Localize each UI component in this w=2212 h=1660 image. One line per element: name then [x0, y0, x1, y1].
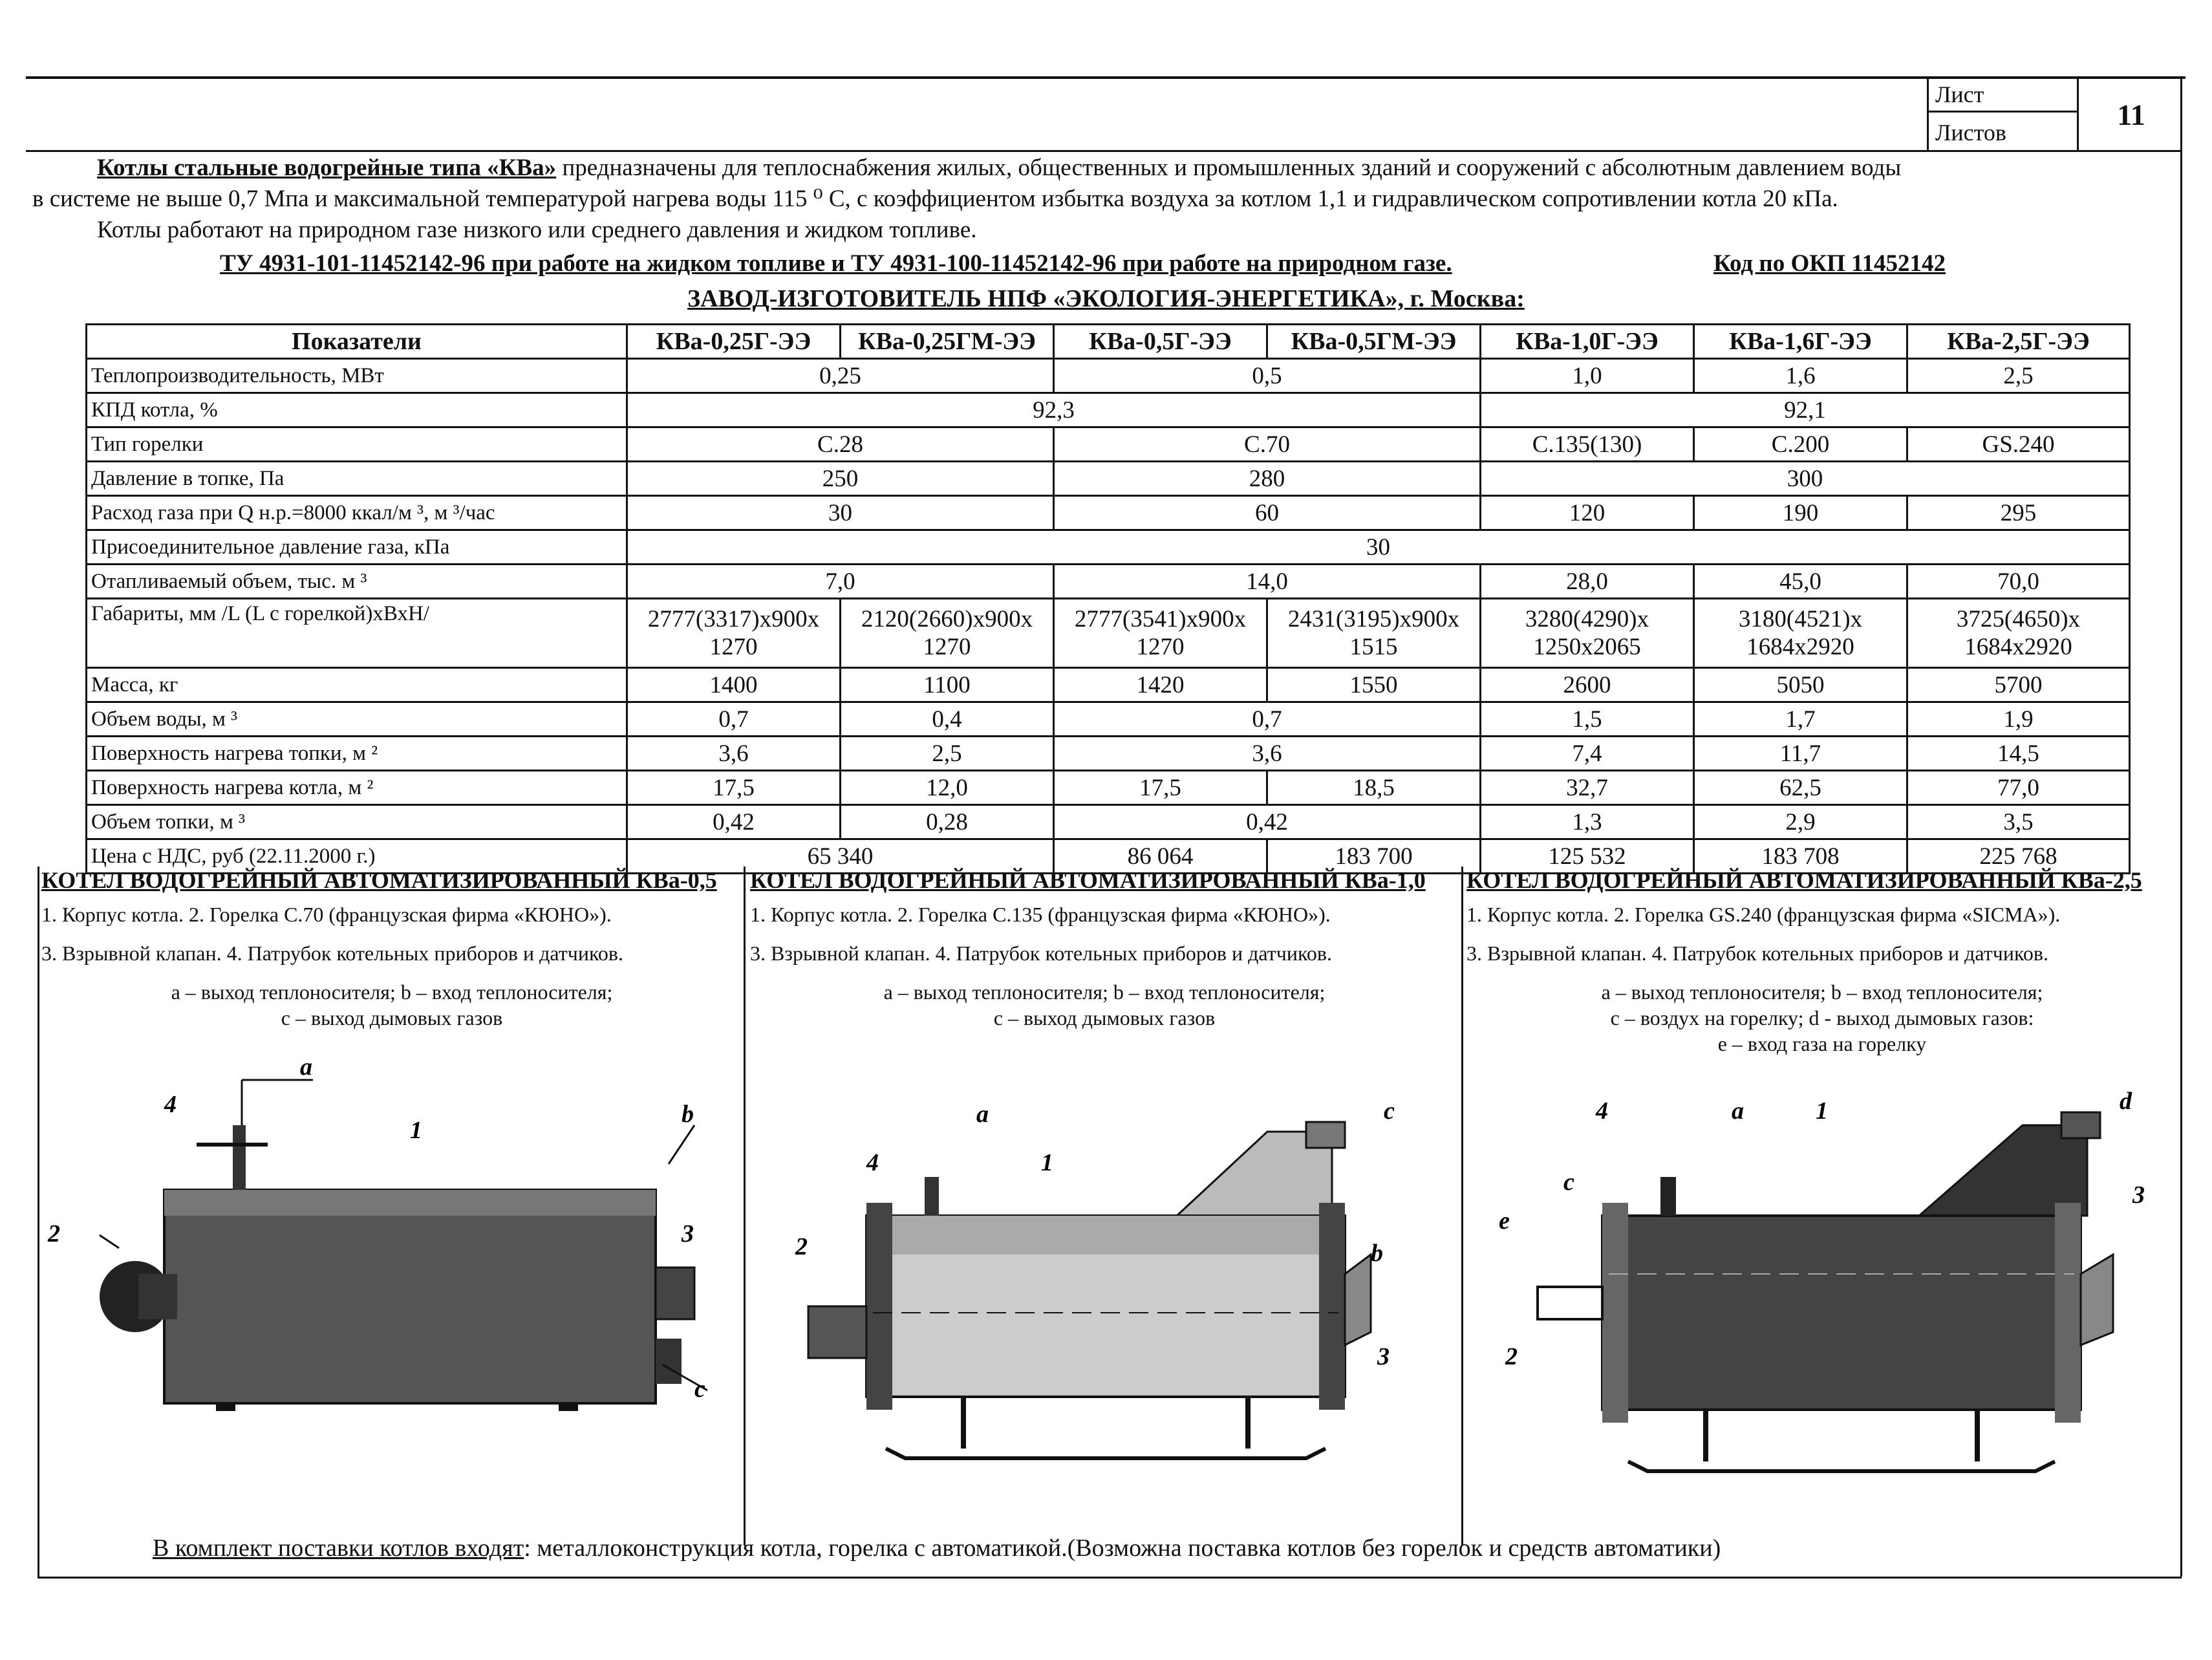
cell: 18,5	[1267, 771, 1481, 805]
intro-text	[32, 153, 2179, 246]
callout-label: 3	[2132, 1181, 2145, 1209]
cell: 1,9	[1907, 702, 2130, 737]
header-cell: КВа-0,5Г-ЭЭ	[1054, 325, 1267, 359]
frame-left-line	[38, 867, 39, 1578]
callout-label: 2	[1505, 1343, 1518, 1370]
table-row	[87, 599, 2130, 668]
callout-label: а	[1732, 1097, 1744, 1125]
cell: 32,7	[1481, 771, 1694, 805]
cell: 250	[627, 462, 1054, 496]
cell: С.28	[627, 427, 1054, 462]
intro-line2: в системе не выше 0,7 Мпа и максимальной температурой нагрева воды 115 ⁰ С, с коэффициентом избытка воздуха за котлом 1,1 и гидравлическом сопротивлении котла 20 кПа.	[32, 186, 1838, 212]
sheet-number: 11	[2117, 98, 2145, 131]
cell-line: 1270	[923, 634, 971, 660]
panel-title: КОТЕЛ ВОДОГРЕЙНЫЙ АВТОМАТИЗИРОВАННЫЙ КВа-2,5	[1466, 867, 2142, 893]
cell: 183 708	[1694, 839, 1907, 874]
panel-divider	[1461, 867, 1463, 1546]
spec-table	[85, 323, 2131, 874]
panel-legend: с – выход дымовых газов	[993, 1006, 1216, 1029]
table-row	[87, 668, 2130, 702]
cell: 190	[1694, 496, 1907, 530]
callout-label: d	[2120, 1088, 2132, 1115]
callout-label: 1	[410, 1117, 422, 1144]
cell: 125 532	[1481, 839, 1694, 874]
panel-parts-line: 1. Корпус котла. 2. Горелка С.70 (французская фирма «КЮНО»).	[41, 903, 612, 926]
table-row	[87, 771, 2130, 805]
table-row	[87, 805, 2130, 839]
delivery-note	[153, 1534, 1721, 1562]
cell: 17,5	[1054, 771, 1267, 805]
header-cell: КВа-1,0Г-ЭЭ	[1481, 325, 1694, 359]
callout-label: е	[1499, 1207, 1510, 1234]
row-label: Масса, кг	[87, 668, 627, 702]
intro-line1: предназначены для теплоснабжения жилых, общественных и промышленных зданий и сооружений с абсолютным давлением воды	[556, 155, 1902, 181]
row-label: Габариты, мм /L (L с горелкой)хВхН/	[87, 599, 627, 668]
delivery-note-text: : металлоконструкция котла, горелка с автоматикой.(Возможна поставка котлов без горелок и средств автоматики)	[524, 1535, 1721, 1562]
okp-code: Код по ОКП 11452142	[1713, 250, 1946, 277]
panel-legend: а – выход теплоносителя; b – вход теплоносителя;	[1601, 980, 2043, 1004]
callout-label: с	[694, 1375, 705, 1403]
cell: 0,42	[1054, 805, 1481, 839]
cell: 1,5	[1481, 702, 1694, 737]
cell: 1,3	[1481, 805, 1694, 839]
table-row	[87, 530, 2130, 565]
row-label: Тип горелки	[87, 427, 627, 462]
header-cell: КВа-1,6Г-ЭЭ	[1694, 325, 1907, 359]
cell: 300	[1481, 462, 2130, 496]
row-label: Поверхность нагрева котла, м ²	[87, 771, 627, 805]
intro-line3: Котлы работают на природном газе низкого или среднего давления и жидком топливе.	[97, 217, 977, 243]
title-block	[1927, 76, 2184, 150]
cell: GS.240	[1907, 427, 2130, 462]
callout-label: b	[1371, 1240, 1383, 1267]
cell	[1694, 599, 1907, 668]
panel-parts-line: 3. Взрывной клапан. 4. Патрубок котельных приборов и датчиков.	[750, 942, 1332, 965]
cell: 2,5	[1907, 359, 2130, 393]
cell: 295	[1907, 496, 2130, 530]
header-cell: КВа-0,25Г-ЭЭ	[627, 325, 841, 359]
cell: 7,0	[627, 565, 1054, 599]
table-row	[87, 702, 2130, 737]
cell-line: 2431(3195)х900х	[1287, 606, 1460, 632]
cell	[1267, 599, 1481, 668]
cell: 92,1	[1481, 393, 2130, 427]
cell: 30	[627, 496, 1054, 530]
row-label: Расход газа при Q н.р.=8000 ккал/м ³, м ³/час	[87, 496, 627, 530]
cell-line: 1684х2920	[1746, 634, 1854, 660]
cell: 0,5	[1054, 359, 1481, 393]
boiler-panel-kva-1-0	[750, 867, 1459, 1546]
cell: 1400	[627, 668, 841, 702]
header-cell: КВа-0,5ГМ-ЭЭ	[1267, 325, 1481, 359]
boiler-panel-kva-2-5	[1466, 867, 2178, 1546]
cell: С.200	[1694, 427, 1907, 462]
cell: 65 340	[627, 839, 1054, 874]
row-label: Объем воды, м ³	[87, 702, 627, 737]
row-label: Объем топки, м ³	[87, 805, 627, 839]
manufacturer-name: ЗАВОД-ИЗГОТОВИТЕЛЬ НПФ «ЭКОЛОГИЯ-ЭНЕРГЕТИКА», г. Москва	[687, 285, 1517, 312]
table-row	[87, 462, 2130, 496]
callout-label: b	[682, 1101, 694, 1128]
row-label: Давление в топке, Па	[87, 462, 627, 496]
cell: 62,5	[1694, 771, 1907, 805]
panel-legend: е – вход газа на горелку	[1717, 1032, 1927, 1055]
callout-label: а	[976, 1101, 989, 1128]
cell: 3,6	[1054, 737, 1481, 771]
callout-label: 1	[1816, 1097, 1828, 1125]
sheets-label: Листов	[1929, 113, 2079, 150]
callout-label: 1	[1041, 1149, 1053, 1176]
cell: С.70	[1054, 427, 1481, 462]
table-row	[87, 737, 2130, 771]
cell: 70,0	[1907, 565, 2130, 599]
cell: 1550	[1267, 668, 1481, 702]
callout-label: с	[1563, 1169, 1574, 1196]
cell: 11,7	[1694, 737, 1907, 771]
row-label: КПД котла, %	[87, 393, 627, 427]
callout-label: с	[1384, 1097, 1395, 1125]
cell-line: 1684х2920	[1964, 634, 2072, 660]
cell: 2600	[1481, 668, 1694, 702]
cell: 60	[1054, 496, 1481, 530]
cell	[627, 599, 841, 668]
table-header-row	[87, 325, 2130, 359]
cell-line: 1270	[709, 634, 758, 660]
panel-title: КОТЕЛ ВОДОГРЕЙНЫЙ АВТОМАТИЗИРОВАННЫЙ КВа-0,5	[41, 867, 717, 893]
callout-label: 3	[1377, 1343, 1390, 1370]
cell	[1907, 599, 2130, 668]
cell: 1,7	[1694, 702, 1907, 737]
header-cell: Показатели	[87, 325, 627, 359]
cell-line: 1270	[1136, 634, 1185, 660]
frame-bottom-line	[38, 1577, 2182, 1579]
callout-label: а	[300, 1061, 312, 1081]
cell: 1100	[841, 668, 1054, 702]
cell: 86 064	[1054, 839, 1267, 874]
panel-parts-line: 1. Корпус котла. 2. Горелка С.135 (французская фирма «КЮНО»).	[750, 903, 1331, 926]
cell-line: 3180(4521)х	[1738, 606, 1863, 632]
callout-label: 3	[682, 1220, 694, 1247]
cell: 2,5	[841, 737, 1054, 771]
row-label: Присоединительное давление газа, кПа	[87, 530, 627, 565]
cell: 7,4	[1481, 737, 1694, 771]
boiler-drawing-kva-0-5	[41, 1061, 742, 1526]
panel-parts-line: 3. Взрывной клапан. 4. Патрубок котельных приборов и датчиков.	[41, 942, 623, 965]
cell: 3,5	[1907, 805, 2130, 839]
table-row	[87, 427, 2130, 462]
cell: 120	[1481, 496, 1694, 530]
boiler-panel-kva-0-5	[41, 867, 742, 1546]
cell: С.135(130)	[1481, 427, 1694, 462]
tu-spec: ТУ 4931-101-11452142-96 при работе на жидком топливе и ТУ 4931-100-11452142-96 при работе на природном газе.	[220, 250, 1452, 277]
callout-label: 2	[795, 1233, 808, 1260]
panel-legend: а – выход теплоносителя; b – вход теплоносителя;	[171, 980, 613, 1004]
callout-label: 4	[866, 1149, 879, 1176]
cell: 280	[1054, 462, 1481, 496]
cell: 0,42	[627, 805, 841, 839]
cell-line: 1515	[1349, 634, 1398, 660]
frame-header-line	[26, 150, 2182, 152]
cell	[841, 599, 1054, 668]
cell: 0,7	[1054, 702, 1481, 737]
table-row	[87, 359, 2130, 393]
boiler-drawing-kva-2-5	[1466, 1080, 2178, 1533]
boiler-drawing-kva-1-0	[750, 1061, 1459, 1526]
panel-parts-line: 1. Корпус котла. 2. Горелка GS.240 (французская фирма «SICMA»).	[1466, 903, 2061, 926]
cell: 3,6	[627, 737, 841, 771]
cell: 0,28	[841, 805, 1054, 839]
cell-line: 3280(4290)х	[1525, 606, 1649, 632]
panel-legend: а – выход теплоносителя; b – вход теплоносителя;	[883, 980, 1326, 1004]
row-label: Теплопроизводительность, МВт	[87, 359, 627, 393]
cell-line: 2777(3541)х900х	[1074, 606, 1247, 632]
cell: 14,5	[1907, 737, 2130, 771]
manufacturer-heading	[0, 285, 2212, 313]
table-row	[87, 393, 2130, 427]
cell: 1,6	[1694, 359, 1907, 393]
cell: 183 700	[1267, 839, 1481, 874]
callout-label: 2	[48, 1220, 60, 1247]
cell-line: 2777(3317)х900х	[647, 606, 820, 632]
cell: 0,7	[627, 702, 841, 737]
row-label: Отапливаемый объем, тыс. м ³	[87, 565, 627, 599]
intro-lead: Котлы стальные водогрейные типа «КВа»	[97, 155, 557, 181]
callout-label: 4	[164, 1091, 177, 1118]
cell	[1054, 599, 1267, 668]
cell: 28,0	[1481, 565, 1694, 599]
row-label: Поверхность нагрева топки, м ²	[87, 737, 627, 771]
delivery-note-lead: В комплект поставки котлов входят	[153, 1535, 524, 1562]
panel-legend: с – воздух на горелку; d - выход дымовых газов:	[1610, 1006, 2034, 1029]
header-cell: КВа-2,5Г-ЭЭ	[1907, 325, 2130, 359]
panel-parts-line: 3. Взрывной клапан. 4. Патрубок котельных приборов и датчиков.	[1466, 942, 2048, 965]
cell: 12,0	[841, 771, 1054, 805]
table-row	[87, 496, 2130, 530]
cell-line: 3725(4650)х	[1956, 606, 2081, 632]
cell-line: 2120(2660)х900х	[861, 606, 1033, 632]
cell: 1,0	[1481, 359, 1694, 393]
cell: 77,0	[1907, 771, 2130, 805]
cell: 1420	[1054, 668, 1267, 702]
header-cell: КВа-0,25ГМ-ЭЭ	[841, 325, 1054, 359]
sheet-label: Лист	[1929, 76, 2079, 113]
cell: 45,0	[1694, 565, 1907, 599]
cell: 14,0	[1054, 565, 1481, 599]
cell: 0,25	[627, 359, 1054, 393]
cell: 2,9	[1694, 805, 1907, 839]
cell	[1481, 599, 1694, 668]
cell-line: 1250х2065	[1533, 634, 1641, 660]
row-label: Цена с НДС, руб (22.11.2000 г.)	[87, 839, 627, 874]
cell: 0,4	[841, 702, 1054, 737]
table-row	[87, 565, 2130, 599]
callout-label: 4	[1596, 1097, 1608, 1125]
cell: 225 768	[1907, 839, 2130, 874]
panel-legend: с – выход дымовых газов	[281, 1006, 503, 1029]
cell: 30	[627, 530, 2130, 565]
cell: 5700	[1907, 668, 2130, 702]
cell: 17,5	[627, 771, 841, 805]
manufacturer-colon: :	[1516, 285, 1525, 312]
cell: 92,3	[627, 393, 1481, 427]
panel-divider	[744, 867, 746, 1546]
panel-title: КОТЕЛ ВОДОГРЕЙНЫЙ АВТОМАТИЗИРОВАННЫЙ КВа-1,0	[750, 867, 1426, 893]
cell: 5050	[1694, 668, 1907, 702]
frame-top-line	[26, 76, 2185, 79]
